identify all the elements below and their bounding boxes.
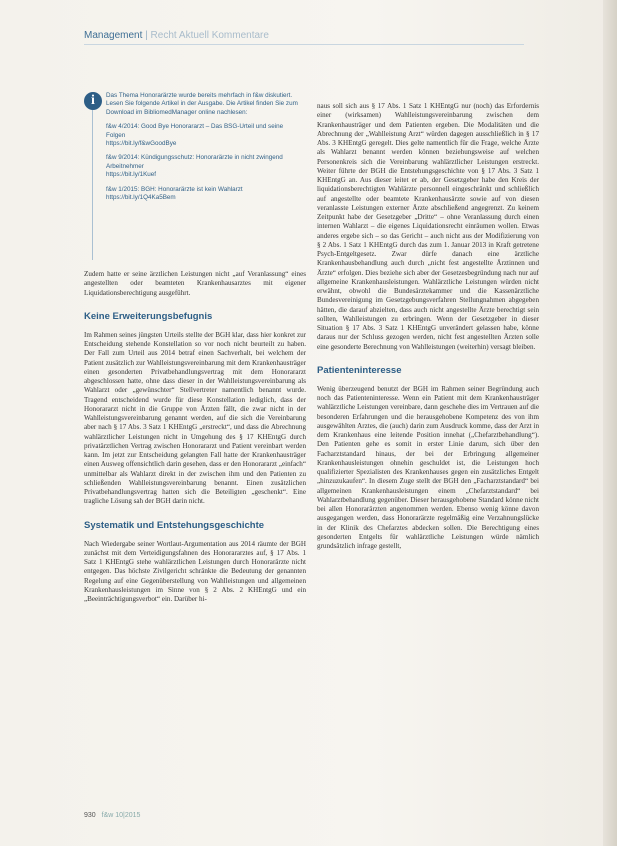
info-item-title: f&w 4/2014: Good Bye Honorararzt – Das BSG-Urteil und seine Folgen [106, 123, 284, 139]
body-paragraph: Zudem hatte er seine ärztlichen Leistungen nicht „auf Veranlassung“ eines angestellten oder beamteten Krankenhausarztes mit eigener Liquidationsberechtigung ausgeführt. [84, 270, 306, 297]
section-heading: Systematik und Entstehungsgeschichte [84, 519, 265, 531]
header-rule [84, 44, 524, 45]
body-paragraph: Im Rahmen seines jüngsten Urteils stellte der BGH klar, dass hier konkret zur Entscheidung stehende Konstellation so vor noch nicht beurteilt zu haben. Der Fall zum Urteil aus 2014 betraf einen Sachverhalt, bei welchem der Patient zusätzlich zur Wahlleistungsvereinbarung mit dem Krankenhausträger einen gesonderten Privatbehandlungsvertrag mit dem Honorararzt abgeschlossen hatte, ohne dass dieser in der Wahlleistungsvereinbarung als Wahlarzt oder „gewünschter“ Stellvertreter namentlich benannt wurde. Tragend entscheidend wurde für diese Konstellation lediglich, dass der Honorararzt nicht in die Gruppe von Ärzten fällt, die zwar nicht in der Wahlleistungsvereinbarung genannt werden, auf die sich die Vereinbarung aber nach § 17 Abs. 3 Satz 1 KHEntgG „erstreckt“, und dass die Abrechnung wahlärztlicher Leistungen nicht in Umgehung des § 17 KHEntgG durch privatärztlichen Vertrag zwischen Honorararzt und Patient vereinbart werden kann. Im jetzt zur Entscheidung gelangten Fall hatte der Krankenhausträger einen Ausweg offensichtlich darin gesehen, dass er den Honorararzt „einfach“ unmittelbar als Wahlarzt direkt in der zwischen ihm und den Patienten zu schließenden Wahlleistungsvereinbarung benannt. Einen zusätzlichen Privatbehandlungsvertrag hatten sich die Beteiligten „geschenkt“. Eine tragliche Lösung sah der BGH darin nicht. [84, 330, 306, 506]
header-subsection: Recht Aktuell Kommentare [150, 30, 269, 41]
running-header [84, 30, 544, 41]
body-paragraph: naus soll sich aus § 17 Abs. 1 Satz 1 KHEntgG nur (noch) das Erfordernis einer (wirksamen) Wahlleistungsvereinbarung zwischen dem Krankenhausträger und dem Patienten ergeben. Die Modalitäten und die Abrechnung der „Wahlleistung Arzt“ würden dagegen ausschließlich in § 17 Abs. 3 KHEntgG geregelt. Dies gelte namentlich für die Frage, welche Ärzte als Wahlarzt benannt werden können beziehungsweise auf welchen Personenkreis sich die Vereinbarung wahlärztlicher Leistungen erstreckt. Weiter führte der BGH die Entstehungsgeschichte von § 17 Abs. 3 Satz 1 KHEntgG an. Aus dieser leitet er ab, der Gesetzgeber habe den Kreis der liquidationsberechtigten Wahlärzte personnell eingeschränkt und schließlich auf angestellte oder beamtete Krankenhausärzte sowie auf von diesen veranlasste Leistungen externer Ärzte abschließend angegrenzt. Zu keinem Zeitpunkt habe der Gesetzgeber „Dritte“ – ohne Veranlassung durch einen internen Wahlarzt – die eigenes Liquidationsrecht einräumen wollen. Etwas anderes ergebe sich – so das Gericht – auch nicht aus der Modifizierung von § 2 Abs. 1 Satz 1 KHEntgG durch das zum 1. Januar 2013 in Kraft getretene Psych-Entgeltgesetz. Zwar dürfe danach eine ärztliche Krankenhausbehandlung auch durch „nicht fest angestellte Ärztinnen und Ärzte“ erfolgen. Dies beziehe sich aber der Gesetzesbegründung nach nur auf allgemeine Krankenhausleistungen. Wahlärztliche Leistungen würden nicht erwähnt, obwohl die Bundesärztekammer und die Kassenärztliche Bundesvereinigung im Gesetzgebungsverfahren Stellungnahmen abgegeben hätten, die darauf abzielten, dass auch nicht angestellte Ärzte berechtigt sein sollten, Wahlleistungen zu erbringen. Wenn der Gesetzgeber in dieser Situation § 17 Abs. 3 Satz 1 KHEntgG unverändert gelassen habe, könne daraus nur der Schluss gezogen werden, nicht fest angestellten Ärzten solle eine gesonderte Berechnung von Wahlleistungen (weiterhin) versagt bleiben. [317, 102, 539, 351]
info-box-item [106, 123, 298, 148]
info-item-link[interactable]: https://bit.ly/1Kuef [106, 171, 157, 179]
body-paragraph: Nach Wiedergabe seiner Wortlaut-Argumentation aus 2014 räumte der BGH zunächst mit dem Verteidigungsfahnen des Honorararztes auf, § 17 Abs. 1 Satz 1 KHEntgG stehe wahlärztlichen Leistungen durch Honorarärzte nicht entgegen. Das höchste Zivilgericht schränkte die Bedeutung der genannten Regelung auf eine Gegenüberstellung von Wahlleistungen und allgemeinen Krankenhausleistungen im Sinne von § 2 Abs. 2 KHEntgG und ein „Beeinträchtigungsverbot“ ein. Darüber hi- [84, 539, 306, 603]
info-box-rule [92, 110, 93, 260]
info-item-title: f&w 9/2014: Kündigungsschutz: Honorarärzte in nicht zwingend Arbeitnehmer [106, 154, 283, 170]
page-footer [84, 812, 140, 819]
info-box-item [106, 154, 298, 179]
info-box [84, 92, 298, 264]
page-number: 930 [84, 812, 96, 819]
info-item-link[interactable]: https://bit.ly/1Q4Ka5Bem [106, 194, 176, 202]
info-box-text [106, 92, 298, 208]
info-box-item [106, 186, 298, 203]
info-box-intro: Das Thema Honorarärzte wurde bereits mehrfach in f&w diskutiert. Lesen Sie folgende Artikel in der Ausgabe. Die Artikel finden Sie zum Download im BibliomedManager online nachlesen: [106, 92, 298, 116]
journal-issue: f&w 10|2015 [101, 812, 141, 819]
header-separator: | [145, 30, 148, 41]
info-item-link[interactable]: https://bit.ly/f&wGoodBye [106, 140, 177, 148]
info-item-title: f&w 1/2015: BGH: Honorarärzte ist kein Wahlarzt [106, 185, 243, 193]
page-edge-shadow [603, 0, 617, 846]
header-section: Management [84, 30, 143, 41]
body-paragraph: Wenig überzeugend benutzt der BGH im Rahmen seiner Begründung auch noch das Patienteninteresse. Wenn ein Patient mit dem Krankenhausträger wahlärztliche Leistungen vereinbare, dann geschehe dies im Vertrauen auf die besonderen Erfahrungen und die herausgehobene Kompetenz des von ihm ausgewählten Arztes, die (auch) darin zum Ausdruck komme, dass der Arzt in dem Krankenhaus eine leitende Position innehat („Chefarztbehandlung“). Den Patienten gehe es somit in erster Linie darum, sich über den Facharztstandard hinaus, der bei der Erbringung allgemeiner Krankenhausleistungen ohnehin geschuldet ist, die Leistungen hoch qualifizierter Spezialisten des Krankenhauses gegen ein zusätzliches Entgelt „hinzuzukaufen“. In diesem Zuge stellt der BGH den „Facharztstandard“ bei allgemeinen Krankenhausleistungen einem „Chefarztstandard“ bei Wahlarztbehandlung gegenüber. Dieser herausgehobene Standard könne nicht bei allen Honorarärzten angenommen werden. Ebenso wenig könne davon ausgegangen werden, dass Honorarärzte regelmäßig eine Verzahnungslücke in der Klinik des Chefarztes abdecken sollen. Die Berechtigung eines gesonderten Entgelts für wahlärztliche Leistungen würde nämlich grundsätzlich infrage gestellt, [317, 384, 539, 550]
section-heading: Keine Erweiterungsbefugnis [84, 310, 213, 322]
right-column [317, 102, 539, 554]
info-icon: i [84, 92, 102, 110]
section-heading: Patienteninteresse [317, 364, 402, 376]
left-column [84, 270, 306, 607]
